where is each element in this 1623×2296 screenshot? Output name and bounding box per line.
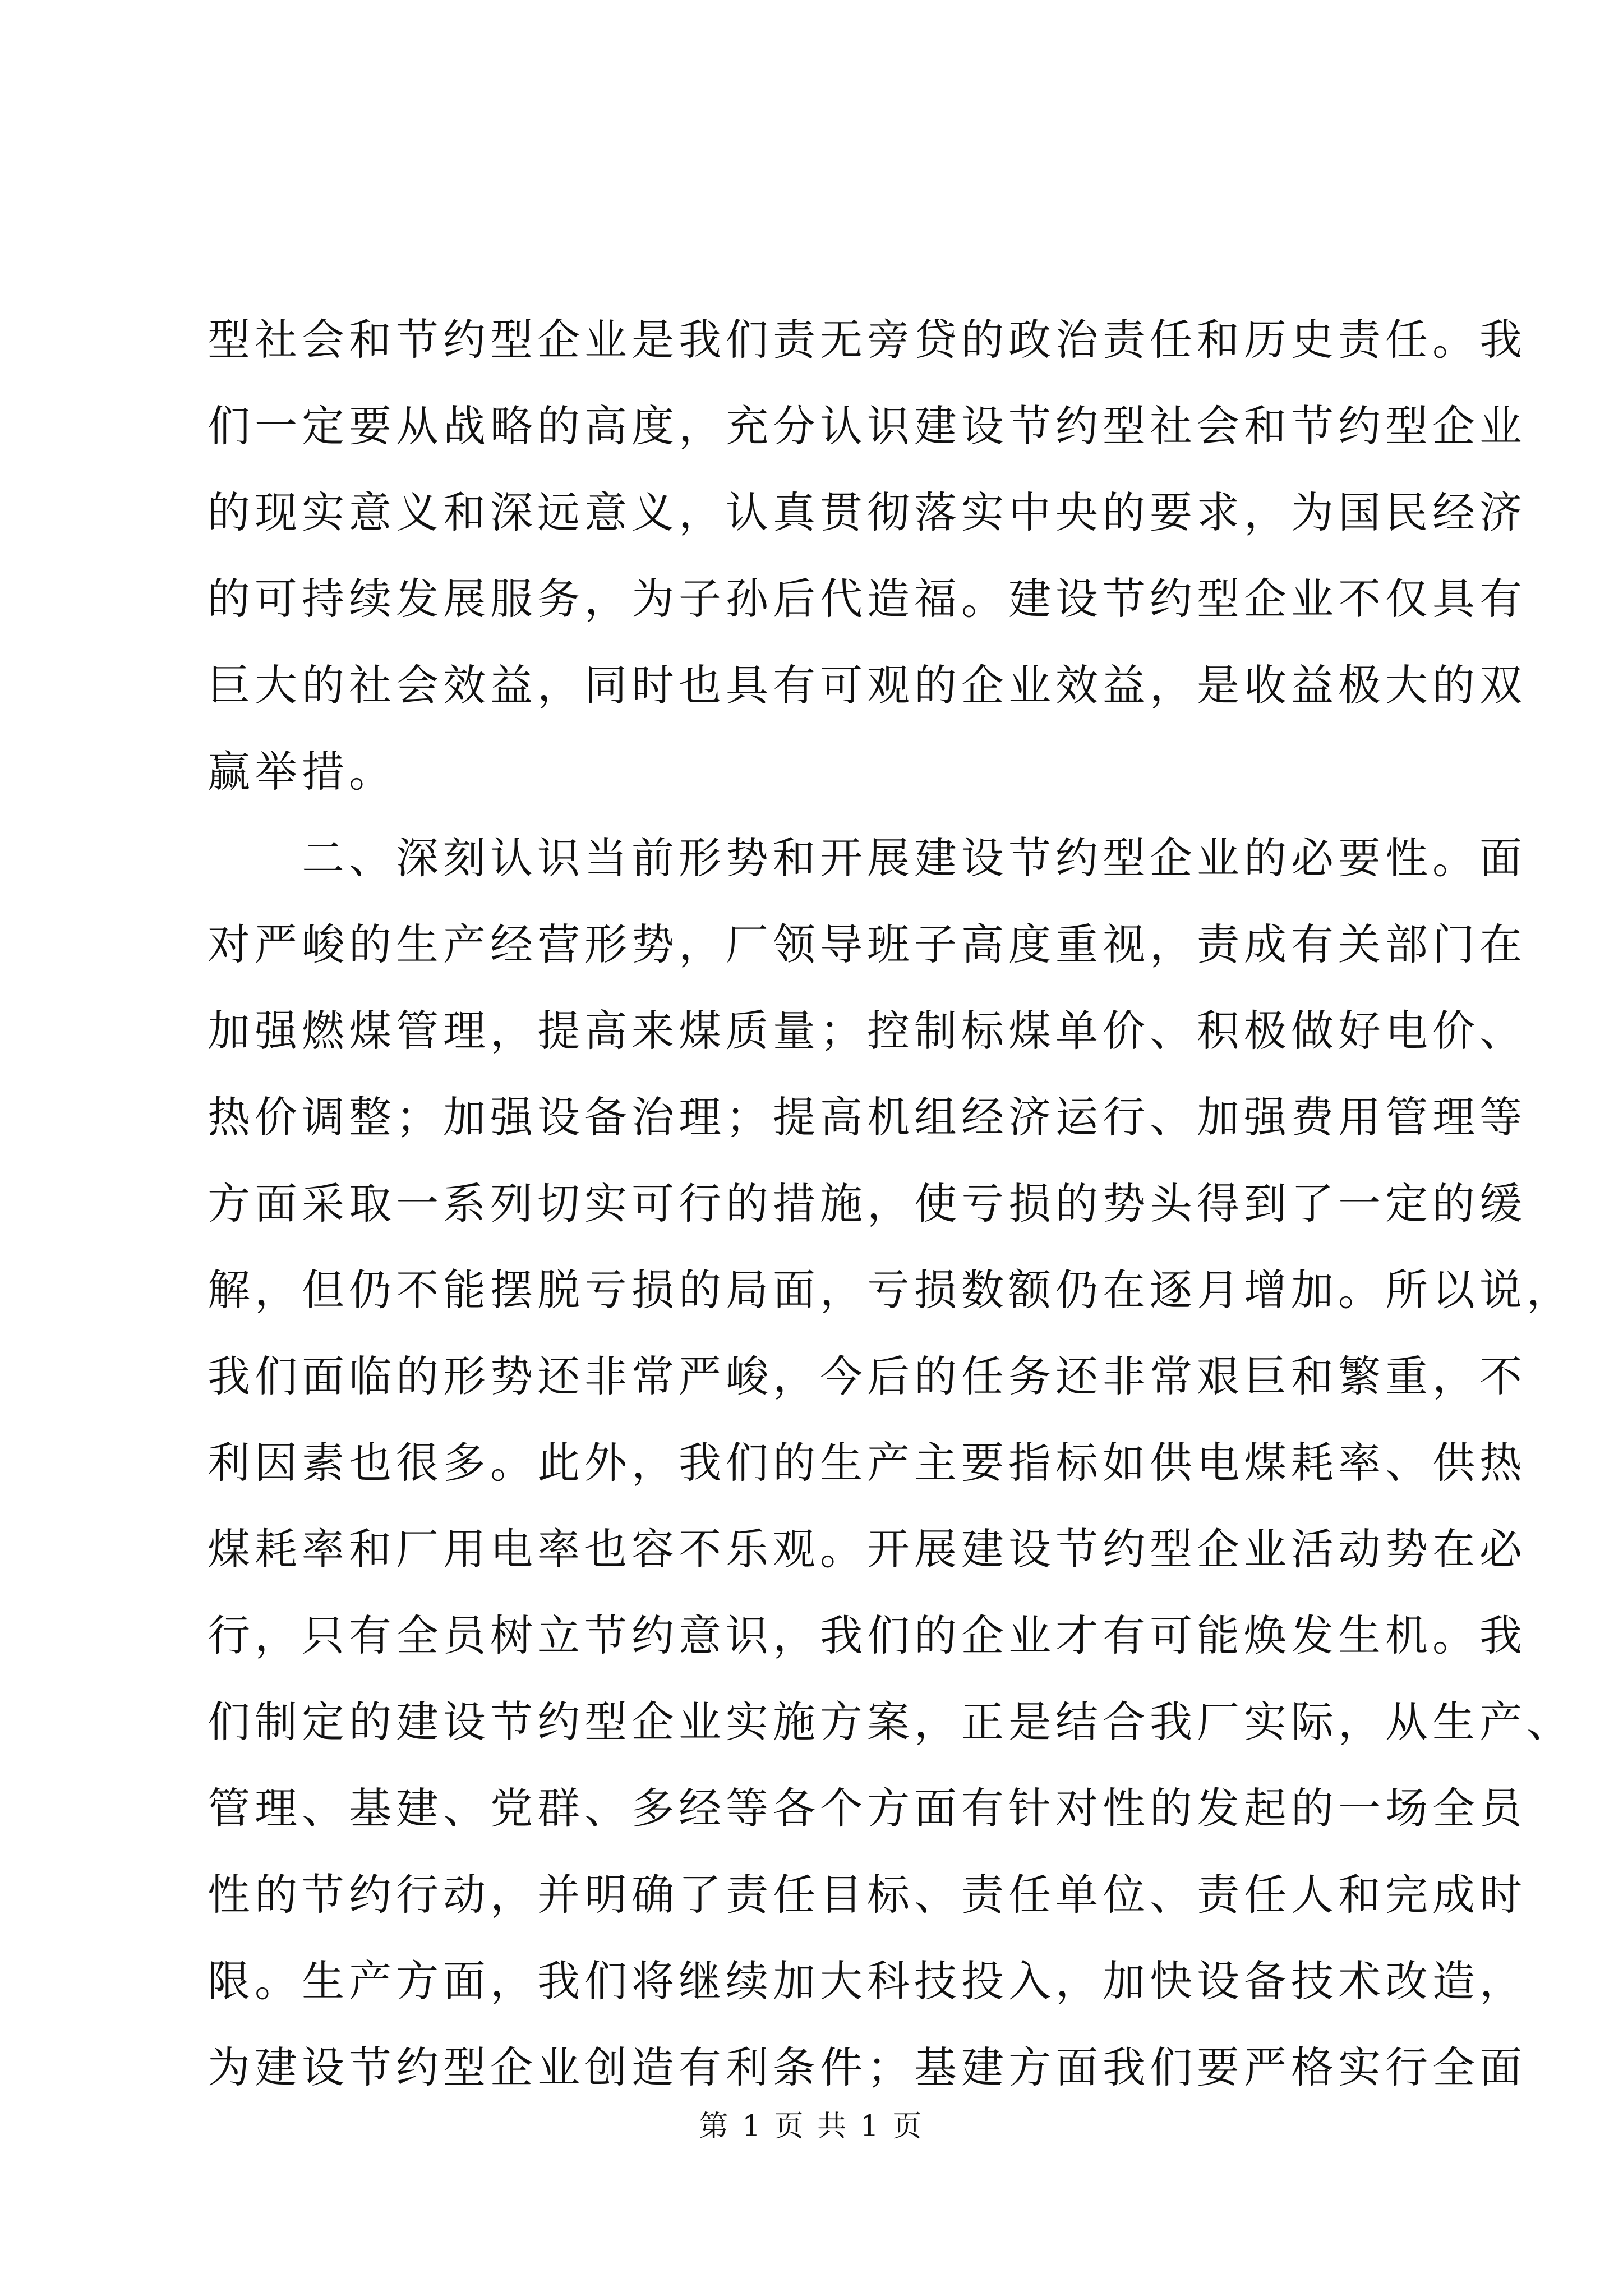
text-line: 管理、基建、党群、多经等各个方面有针对性的发起的一场全员: [208, 1783, 1527, 1833]
text-line: 性的节约行动，并明确了责任目标、责任单位、责任人和完成时: [208, 1870, 1527, 1920]
text-line: 我们面临的形势还非常严峻，今后的任务还非常艰巨和繁重，不: [208, 1351, 1527, 1401]
text-line: 们制定的建设节约型企业实施方案，正是结合我厂实际，从生产、: [208, 1697, 1574, 1747]
text-line: 巨大的社会效益，同时也具有可观的企业效益，是收益极大的双: [208, 660, 1527, 710]
text-line: 方面采取一系列切实可行的措施，使亏损的势头得到了一定的缓: [208, 1179, 1527, 1228]
text-line: 的现实意义和深远意义，认真贯彻落实中央的要求，为国民经济: [208, 487, 1527, 537]
text-line: 对严峻的生产经营形势，厂领导班子高度重视，责成有关部门在: [208, 919, 1527, 969]
text-line: 解，但仍不能摆脱亏损的局面，亏损数额仍在逐月增加。所以说，: [208, 1265, 1574, 1315]
text-line: 为建设节约型企业创造有利条件；基建方面我们要严格实行全面: [208, 2042, 1527, 2092]
text-line: 限。生产方面，我们将继续加大科技投入，加快设备技术改造，: [208, 1956, 1527, 2006]
text-line: 行，只有全员树立节约意识，我们的企业才有可能焕发生机。我: [208, 1611, 1527, 1660]
text-line: 加强燃煤管理，提高来煤质量；控制标煤单价、积极做好电价、: [208, 1006, 1527, 1056]
text-line: 们一定要从战略的高度，充分认识建设节约型社会和节约型企业: [208, 401, 1527, 451]
text-line: 赢举措。: [208, 747, 396, 797]
text-line: 的可持续发展服务，为子孙后代造福。建设节约型企业不仅具有: [208, 574, 1527, 624]
text-line: 利因素也很多。此外，我们的生产主要指标如供电煤耗率、供热: [208, 1438, 1527, 1488]
text-line: 二、深刻认识当前形势和开展建设节约型企业的必要性。面: [208, 833, 1527, 883]
page-number-footer: 第 1 页 共 1 页: [699, 2110, 924, 2143]
text-line: 煤耗率和厂用电率也容不乐观。开展建设节约型企业活动势在必: [208, 1524, 1527, 1574]
text-line: 热价调整；加强设备治理；提高机组经济运行、加强费用管理等: [208, 1092, 1527, 1142]
text-line: 型社会和节约型企业是我们责无旁贷的政治责任和历史责任。我: [208, 315, 1527, 365]
